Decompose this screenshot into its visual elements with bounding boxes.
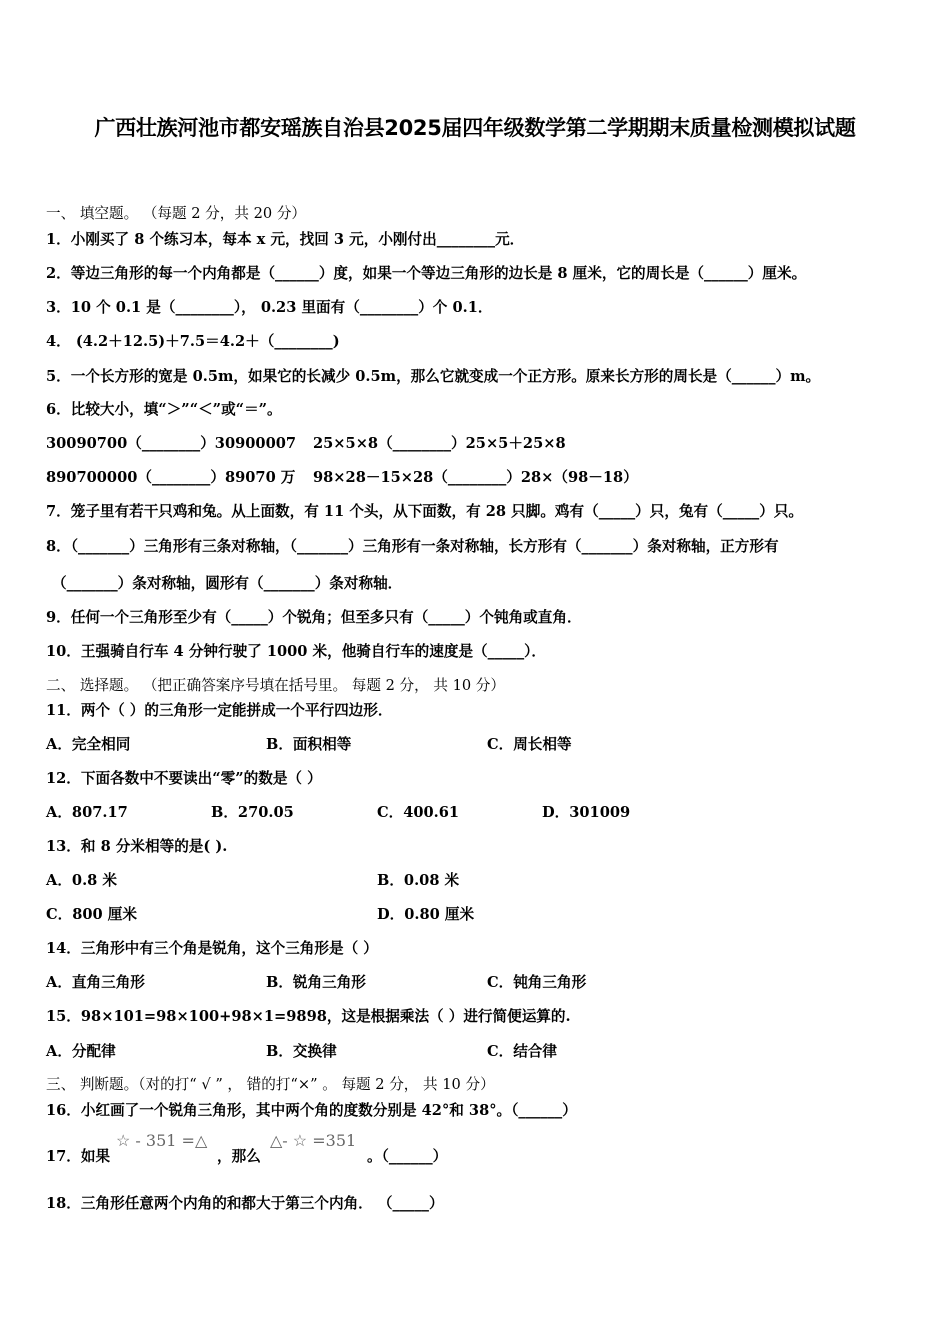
question-15-option-c: C．结合律 [487,1043,557,1060]
question-17-expression-2: △- ☆ =351 [270,1131,357,1150]
question-11-option-b: B．面积相等 [266,736,352,753]
question-11-stem: 11．两个（ ）的三角形一定能拼成一个平行四边形． [46,702,393,719]
question-2: 2．等边三角形的每一个内角都是（______）度，如果一个等边三角形的边长是 8 厘米，它的周长是（______）厘米。 [46,265,807,282]
question-12-option-d: D．301009 [542,804,631,821]
question-14-stem: 14．三角形中有三个角是锐角，这个三角形是（ ） [46,940,378,957]
question-8-line1: 8．（_______）三角形有三条对称轴，（_______）三角形有一条对称轴，长方形有（_______）条对称轴，正方形有 [46,538,779,555]
question-18: 18．三角形任意两个内角的和都大于第三个内角． （_____） [46,1195,444,1212]
question-4: 4． (4.2＋12.5)＋7.5＝4.2＋（________) [46,333,340,350]
section-header-choice: 二、 选择题。 （把正确答案序号填在括号里。 每题 2 分， 共 10 分） [46,677,506,694]
question-13-stem: 13．和 8 分米相等的是( ). [46,838,228,855]
question-14-option-a: A．直角三角形 [46,974,145,991]
question-6-stem: 6．比较大小，填“＞”“＜”或“＝”。 [46,401,282,418]
question-17-expression-1: ☆ - 351 =△ [116,1131,208,1150]
question-6-item-b2: 98×28－15×28（________）28×（98－18） [313,469,638,486]
question-11-option-a: A．完全相同 [46,736,131,753]
question-15-option-a: A．分配律 [46,1043,116,1060]
question-13-option-d: D．0.80 厘米 [377,906,475,923]
page-title: 广西壮族河池市都安瑶族自治县2025届四年级数学第二学期期末质量检测模拟试题 [94,116,856,140]
question-6-item-b1: 890700000（________）89070 万 [46,469,296,486]
question-12-option-c: C．400.61 [377,804,460,821]
question-15-stem: 15．98×101=98×100+98×1=9898，这是根据乘法（ ）进行简便运算的. [46,1008,571,1025]
question-14-option-c: C．钝角三角形 [487,974,587,991]
question-16: 16．小红画了一个锐角三角形，其中两个角的度数分别是 42°和 38°。（______） [46,1102,577,1119]
question-3: 3．10 个 0.1 是（________）， 0.23 里面有（________）个 0.1． [46,299,493,316]
section-header-fill-blank: 一、 填空题。 （每题 2 分，共 20 分） [46,205,307,222]
question-17-middle: ，那么 [217,1148,261,1165]
question-9: 9．任何一个三角形至少有（_____）个锐角；但至多只有（_____）个钝角或直角． [46,609,582,626]
question-14-option-b: B．锐角三角形 [266,974,366,991]
question-12-option-b: B．270.05 [211,804,294,821]
question-12-stem: 12．下面各数中不要读出“零”的数是（ ） [46,770,322,787]
question-17-suffix: 。（______） [367,1148,448,1165]
question-11-option-c: C．周长相等 [487,736,572,753]
question-15-option-b: B．交换律 [266,1043,337,1060]
question-5: 5．一个长方形的宽是 0.5m，如果它的长减少 0.5m，那么它就变成一个正方形。原来长方形的周长是（______）m。 [46,368,821,385]
section-header-judgment: 三、 判断题。（对的打“ √ ” ， 错的打“×” 。 每题 2 分， 共 10 分） [46,1076,495,1093]
question-10: 10．王强骑自行车 4 分钟行驶了 1000 米，他骑自行车的速度是（_____）． [46,643,547,660]
question-6-item-a1: 30090700（________）30900007 [46,435,297,452]
question-13-option-b: B．0.08 米 [377,872,460,889]
question-13-option-a: A．0.8 米 [46,872,117,889]
question-7: 7．笼子里有若干只鸡和兔。从上面数，有 11 个头，从下面数，有 28 只脚。鸡有（_____）只，兔有（_____）只。 [46,503,804,520]
question-12-option-a: A．807.17 [46,804,128,821]
question-17-prefix: 17．如果 [46,1148,111,1165]
question-1: 1．小刚买了 8 个练习本，每本 x 元，找回 3 元，小刚付出________元． [46,231,525,248]
question-8-line2: （_______）条对称轴，圆形有（_______）条对称轴． [52,575,403,592]
question-6-item-a2: 25×5×8（________）25×5＋25×8 [313,435,566,452]
question-13-option-c: C．800 厘米 [46,906,137,923]
